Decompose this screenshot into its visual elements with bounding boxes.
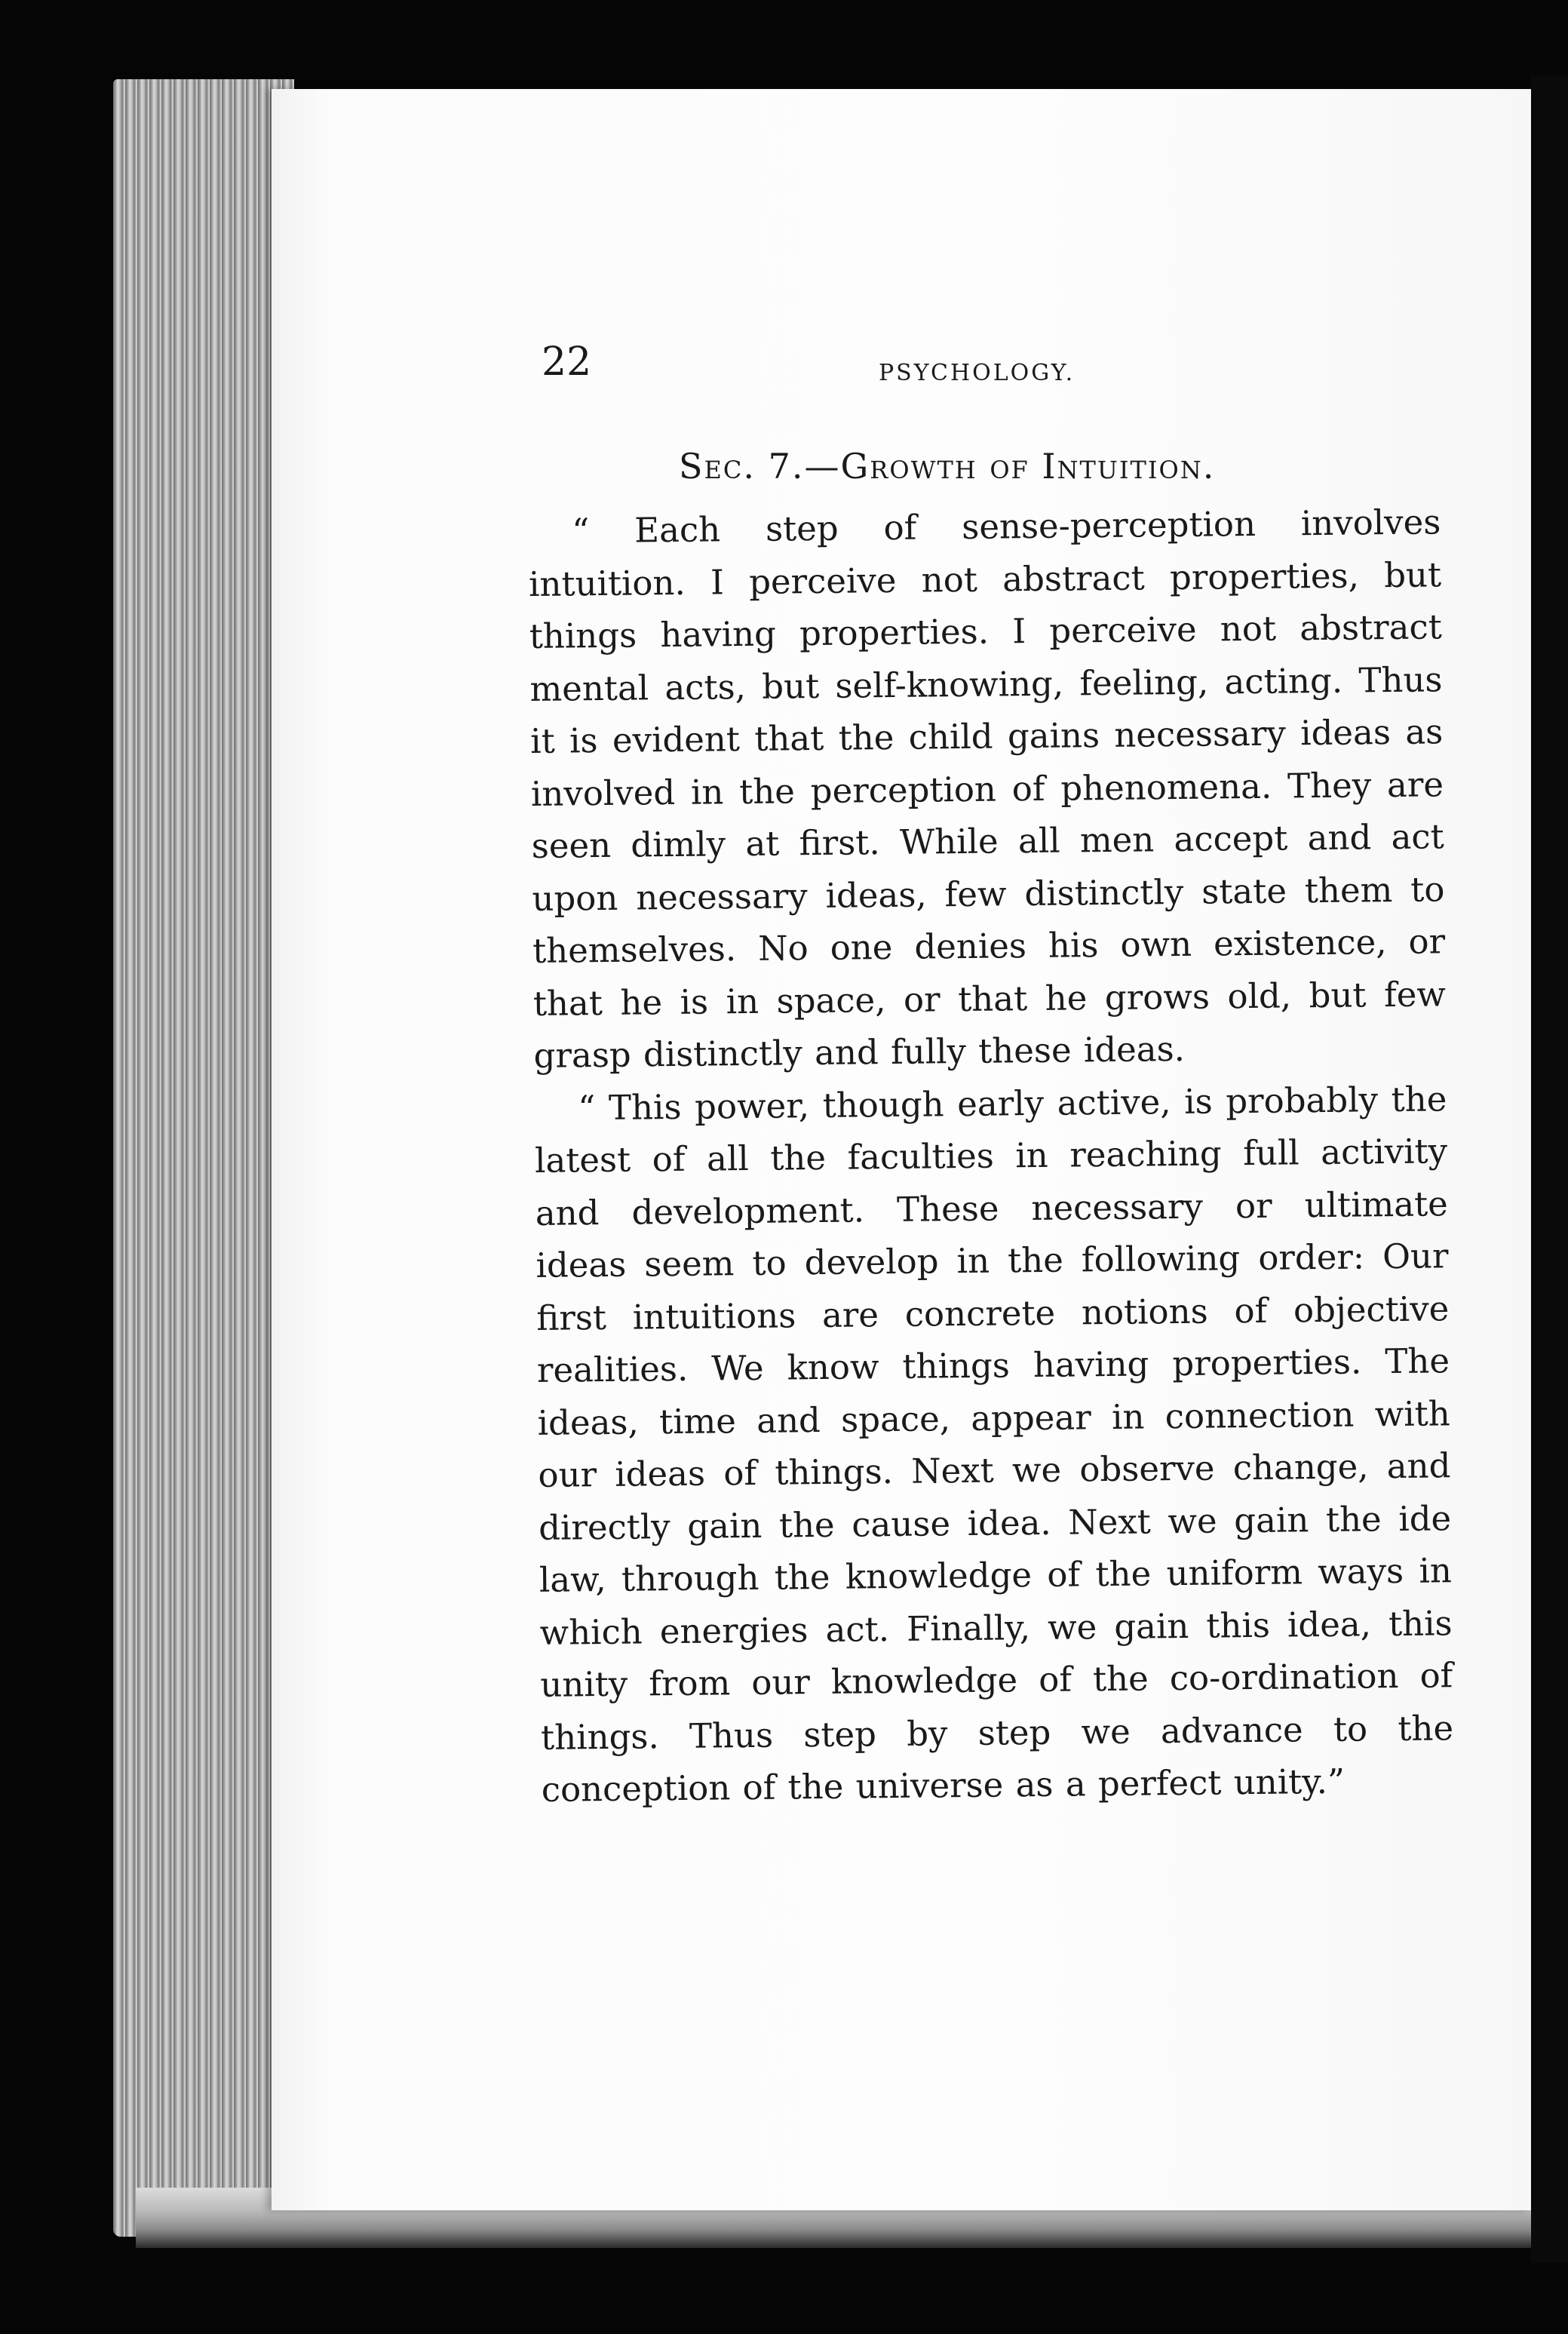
body-text (528, 496, 1454, 1816)
page-number: 22 (542, 339, 592, 385)
running-head: PSYCHOLOGY. (879, 360, 1076, 386)
paragraph-1: “ Each step of sense-perception involves intuition. I perceive not abstract properties, but things having properties. I perceive not abstract mental acts, but self-knowing, feeling, acting. Thus it is evident that the child gains necessary ideas as involved in the perception of phenomena. They are seen dimly at first. While all men accept and act upon necessary ideas, few distinctly state them to themselves. No one denies his own existence, or that he is in space, or that he grows old, but few grasp distinctly and fully these ideas. (528, 502, 1447, 1076)
section-title: Sec. 7.—Growth of Intuition. (679, 446, 1216, 487)
paragraph-2: “ This power, though early active, is probably the latest of all the faculties in reaching full activity and development. These necessary or ultimate ideas seem to develop in the following order: Our first intuitions are concrete notions of objective realities. We know things having properties. The ideas, time and space, appear in connection with our ideas of things. Next we observe change, and directly gain the cause idea. Next we gain the ide law, through the knowledge of the uniform ways in which energies act. Finally, we gain this idea, this unity from our knowledge of the co-ordination of things. Thus step by step we advance to the conception of the universe as a perfect unity.” (534, 1078, 1454, 1810)
page-edges (113, 79, 294, 2237)
right-shadow (1531, 75, 1568, 2263)
